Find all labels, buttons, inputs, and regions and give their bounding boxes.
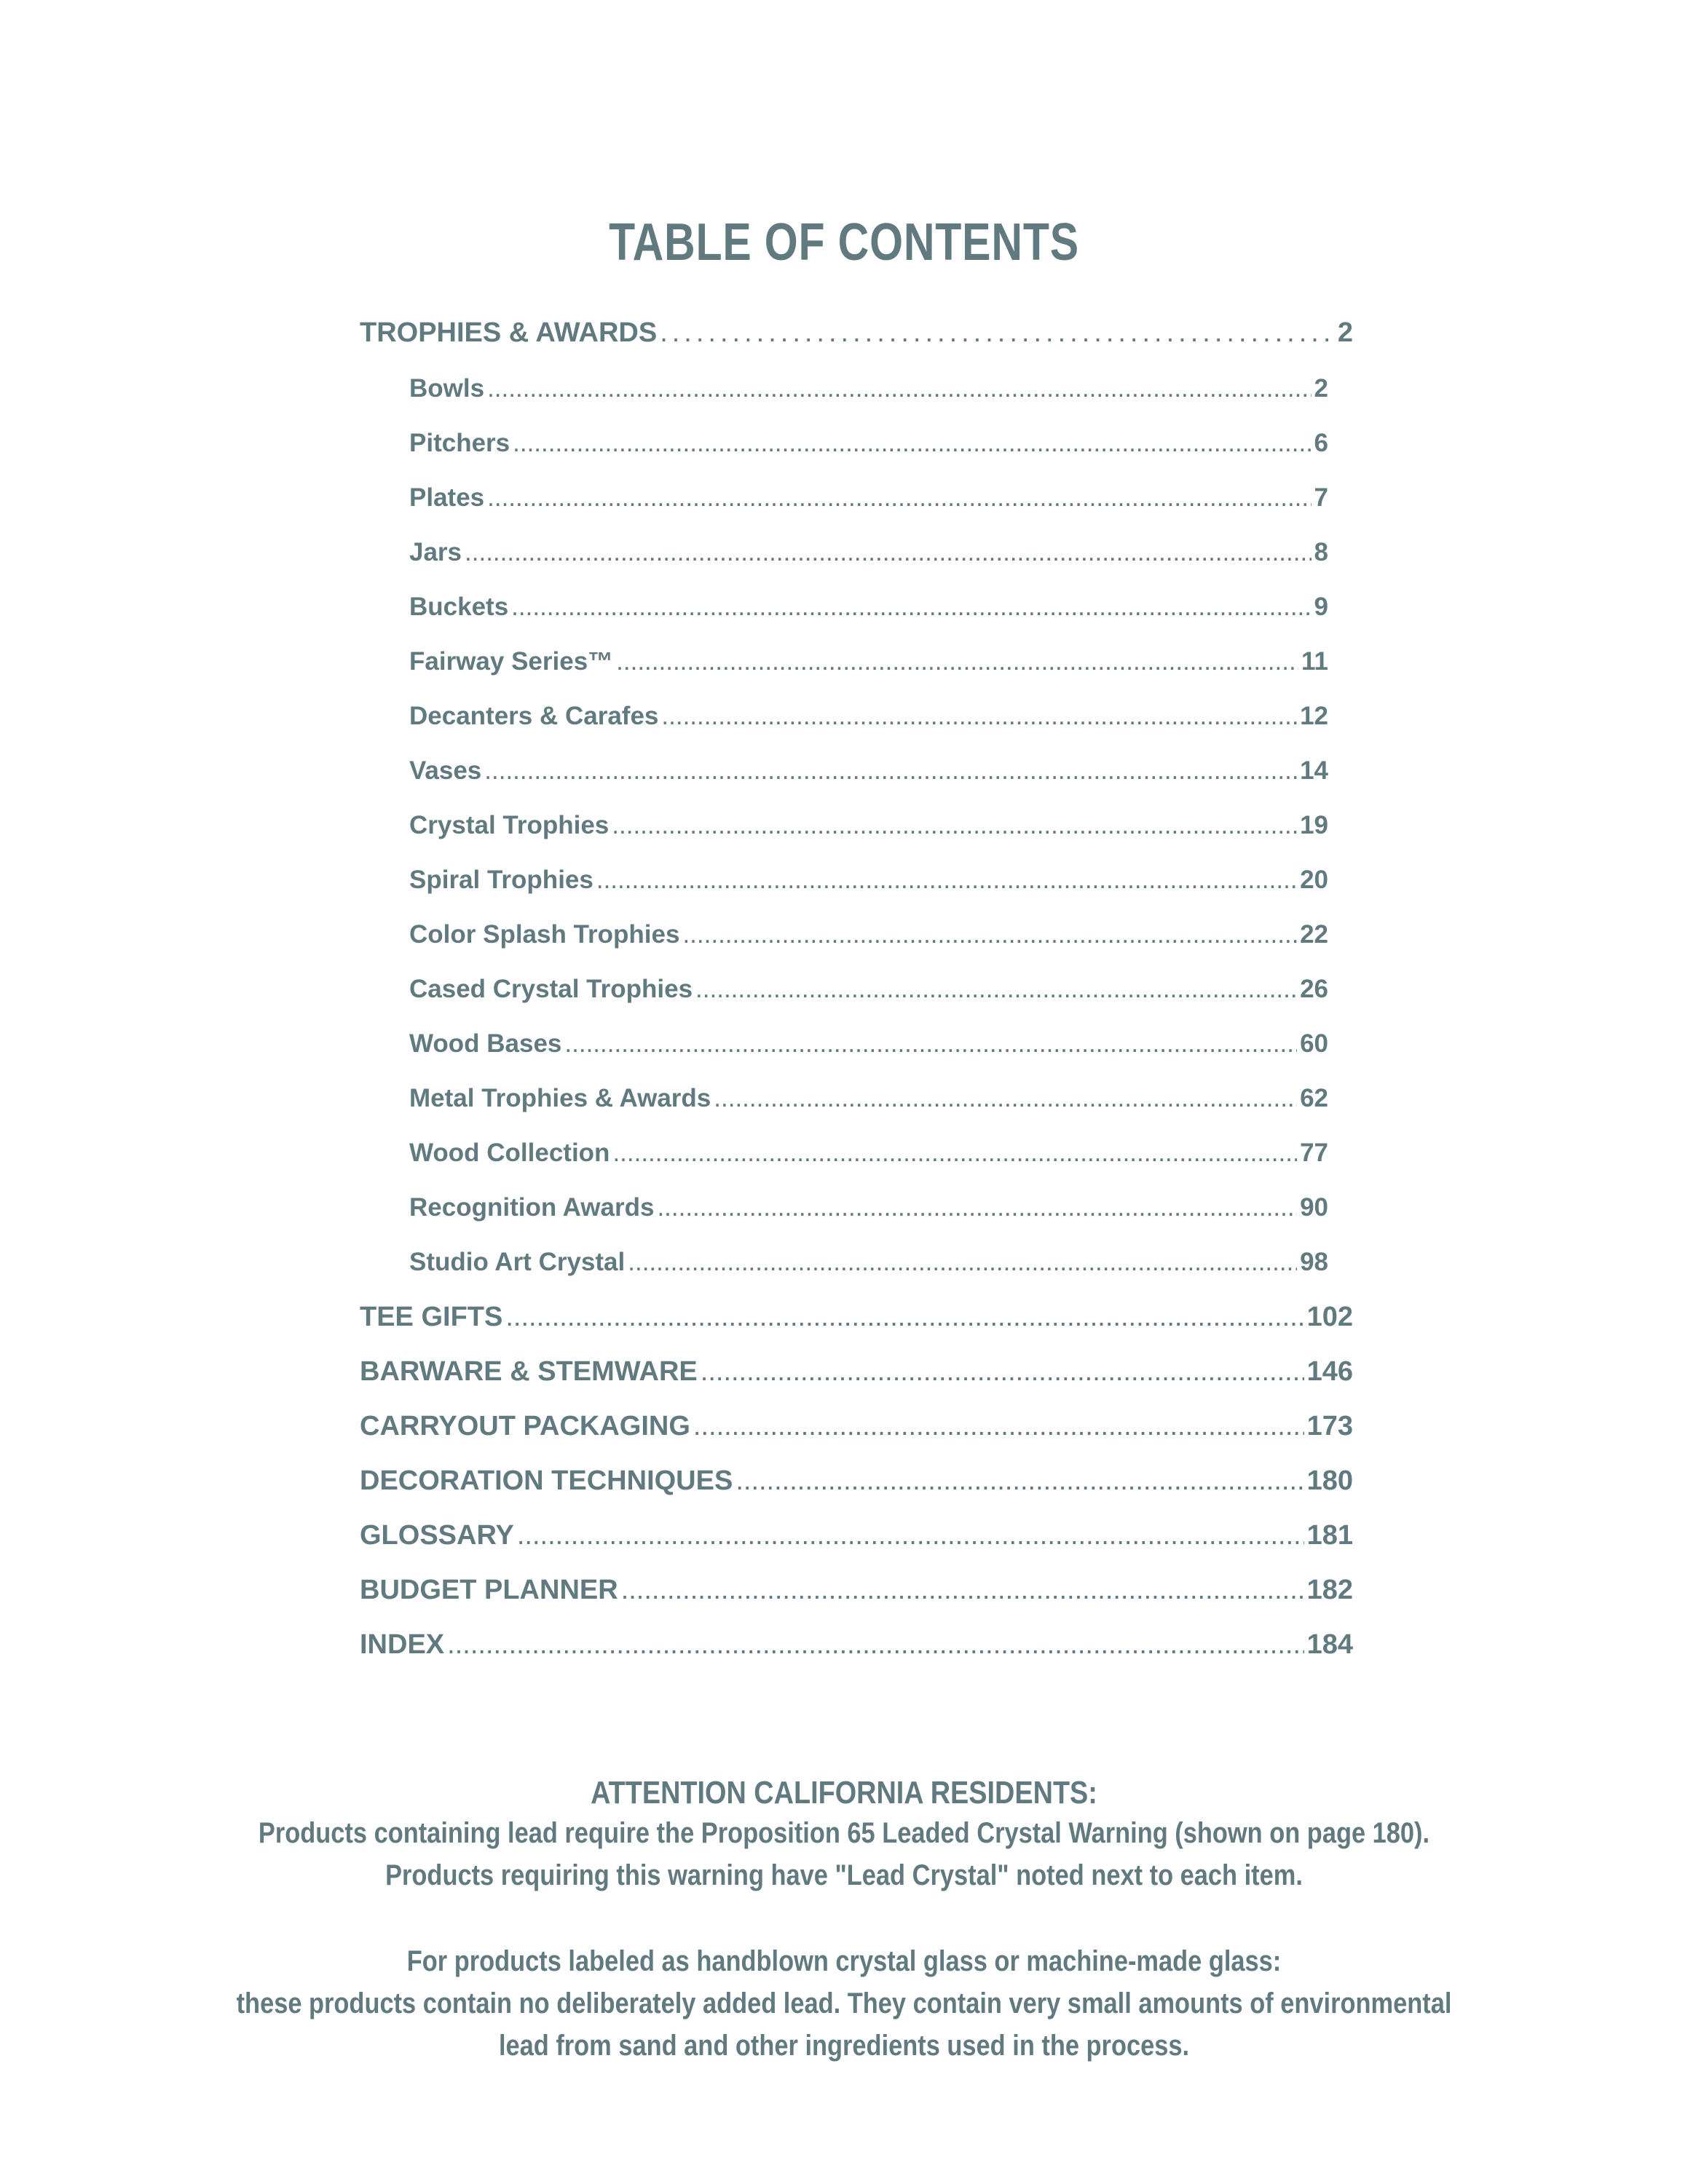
- toc-leader-dots: [513, 429, 1311, 458]
- toc-subentry-page: 14: [1300, 756, 1328, 785]
- toc-subentry-label: Studio Art Crystal: [409, 1248, 626, 1276]
- toc-leader-dots: [616, 647, 1298, 676]
- notice-text-line: Products containing lead require the Proposition 65 Leaded Crystal Warning (shown on page 180).: [258, 1817, 1430, 1849]
- toc-leader-dots: [660, 317, 1335, 349]
- toc-subentry-page: 19: [1300, 811, 1328, 839]
- toc-subentry[interactable]: [409, 429, 1328, 458]
- toc-entry-page: 2: [1337, 317, 1353, 348]
- toc-subentry-page: 8: [1314, 538, 1328, 566]
- toc-leader-dots: [511, 593, 1311, 622]
- page-title: TABLE OF CONTENTS: [609, 213, 1079, 272]
- toc-entry-page: 181: [1306, 1520, 1353, 1551]
- toc-leader-dots: [735, 1465, 1304, 1497]
- toc-entry-page: 102: [1306, 1302, 1353, 1332]
- toc-leader-dots: [714, 1084, 1297, 1113]
- toc-subentry-page: 2: [1314, 374, 1328, 403]
- toc-entry-page: 180: [1306, 1465, 1353, 1496]
- toc-subentry[interactable]: [409, 756, 1328, 786]
- toc-subentry-label: Plates: [409, 483, 485, 512]
- toc-subentry[interactable]: [409, 1248, 1328, 1277]
- toc-leader-dots: [693, 1411, 1304, 1442]
- notice-text-line: lead from sand and other ingredients used in the process.: [498, 2030, 1190, 2062]
- toc-leader-dots: [596, 866, 1297, 895]
- toc-leader-dots: [447, 1629, 1304, 1661]
- toc-entry-label: CARRYOUT PACKAGING: [360, 1411, 690, 1441]
- notice-text-line: For products labeled as handblown crystal glass or machine-made glass:: [406, 1945, 1282, 1977]
- toc-leader-dots: [612, 811, 1297, 840]
- toc-entry[interactable]: [360, 1411, 1353, 1442]
- toc-leader-dots: [517, 1520, 1304, 1551]
- toc-subentry-label: Wood Bases: [409, 1029, 562, 1058]
- notice-heading: ATTENTION CALIFORNIA RESIDENTS:: [591, 1775, 1097, 1811]
- toc-subentry[interactable]: [409, 593, 1328, 622]
- toc-leader-dots: [484, 756, 1297, 786]
- toc-subentry[interactable]: [409, 1084, 1328, 1113]
- toc-entry[interactable]: [360, 1520, 1353, 1551]
- toc-subentry-label: Bowls: [409, 374, 485, 403]
- toc-entry[interactable]: [360, 1356, 1353, 1388]
- toc-leader-dots: [465, 538, 1312, 567]
- toc-subentry[interactable]: [409, 538, 1328, 567]
- toc-entry-label: GLOSSARY: [360, 1520, 514, 1551]
- toc-subentry-label: Jars: [409, 538, 462, 566]
- toc-subentry-page: 77: [1300, 1139, 1328, 1167]
- toc-entry-label: INDEX: [360, 1629, 445, 1660]
- toc-subentry-page: 12: [1300, 702, 1328, 730]
- toc-entry-label: TROPHIES & AWARDS: [360, 317, 658, 348]
- toc-leader-dots: [487, 374, 1311, 403]
- toc-subentry-page: 7: [1314, 483, 1328, 512]
- toc-subentry-page: 26: [1300, 975, 1328, 1003]
- toc-entry[interactable]: [360, 1629, 1353, 1661]
- toc-subentry-label: Pitchers: [409, 429, 510, 457]
- toc-subentry-label: Color Splash Trophies: [409, 920, 680, 949]
- toc-subentry-label: Buckets: [409, 593, 509, 621]
- toc-leader-dots: [682, 920, 1297, 949]
- toc-subentry-page: 90: [1300, 1193, 1328, 1222]
- toc-subentry-page: 9: [1314, 593, 1328, 621]
- toc-leader-dots: [628, 1248, 1297, 1277]
- toc-subentry[interactable]: [409, 1139, 1328, 1168]
- toc-leader-dots: [695, 975, 1297, 1004]
- toc-leader-dots: [612, 1139, 1297, 1168]
- notice-text-line: Products requiring this warning have "Lead Crystal" noted next to each item.: [385, 1859, 1303, 1891]
- toc-entry[interactable]: [360, 1465, 1353, 1497]
- toc-leader-dots: [505, 1302, 1304, 1333]
- toc-subentry-page: 11: [1301, 647, 1328, 676]
- toc-subentry[interactable]: [409, 647, 1328, 676]
- toc-subentry-label: Fairway Series™: [409, 647, 614, 676]
- toc-entry-trophies-awards[interactable]: [360, 317, 1353, 349]
- toc-subentry[interactable]: [409, 975, 1328, 1004]
- toc-subentry-label: Recognition Awards: [409, 1193, 655, 1222]
- toc-subentry-page: 62: [1300, 1084, 1328, 1112]
- toc-leader-dots: [621, 1575, 1304, 1606]
- toc-subentry[interactable]: [409, 1029, 1328, 1059]
- toc-subentry[interactable]: [409, 866, 1328, 895]
- toc-subentry-label: Metal Trophies & Awards: [409, 1084, 711, 1112]
- toc-subentry-page: 6: [1314, 429, 1328, 457]
- toc-entry-label: BARWARE & STEMWARE: [360, 1356, 698, 1387]
- toc-subentry-label: Vases: [409, 756, 482, 785]
- toc-subentry-label: Cased Crystal Trophies: [409, 975, 693, 1003]
- toc-leader-dots: [701, 1356, 1304, 1388]
- toc-subentry[interactable]: [409, 483, 1328, 513]
- toc-entry-page: 182: [1306, 1575, 1353, 1605]
- toc-subentry[interactable]: [409, 920, 1328, 949]
- toc-leader-dots: [657, 1193, 1297, 1222]
- toc-leader-dots: [661, 702, 1297, 731]
- toc-subentry-page: 22: [1300, 920, 1328, 949]
- toc-leader-dots: [564, 1029, 1297, 1059]
- toc-entry[interactable]: [360, 1575, 1353, 1606]
- toc-entry-page: 184: [1306, 1629, 1353, 1660]
- toc-subentry-label: Decanters & Carafes: [409, 702, 659, 730]
- toc-subentry[interactable]: [409, 1193, 1328, 1222]
- toc-subentry-page: 98: [1300, 1248, 1328, 1276]
- toc-entry-page: 173: [1306, 1411, 1353, 1441]
- notice-text-line: these products contain no deliberately added lead. They contain very small amounts of environmental: [236, 1987, 1452, 2019]
- toc-entry-label: BUDGET PLANNER: [360, 1575, 618, 1605]
- toc-entry-label: DECORATION TECHNIQUES: [360, 1465, 733, 1496]
- toc-subentry-page: 60: [1300, 1029, 1328, 1058]
- toc-subentry[interactable]: [409, 374, 1328, 403]
- toc-subentry-label: Spiral Trophies: [409, 866, 593, 894]
- toc-entry[interactable]: [360, 1302, 1353, 1333]
- toc-subentry-label: Crystal Trophies: [409, 811, 610, 839]
- toc-subentry[interactable]: [409, 811, 1328, 840]
- toc-subentry[interactable]: [409, 702, 1328, 731]
- toc-entry-page: 146: [1306, 1356, 1353, 1387]
- toc-subentry-page: 20: [1300, 866, 1328, 894]
- toc-subentry-label: Wood Collection: [409, 1139, 610, 1167]
- toc-entry-label: TEE GIFTS: [360, 1302, 503, 1332]
- toc-leader-dots: [487, 483, 1311, 513]
